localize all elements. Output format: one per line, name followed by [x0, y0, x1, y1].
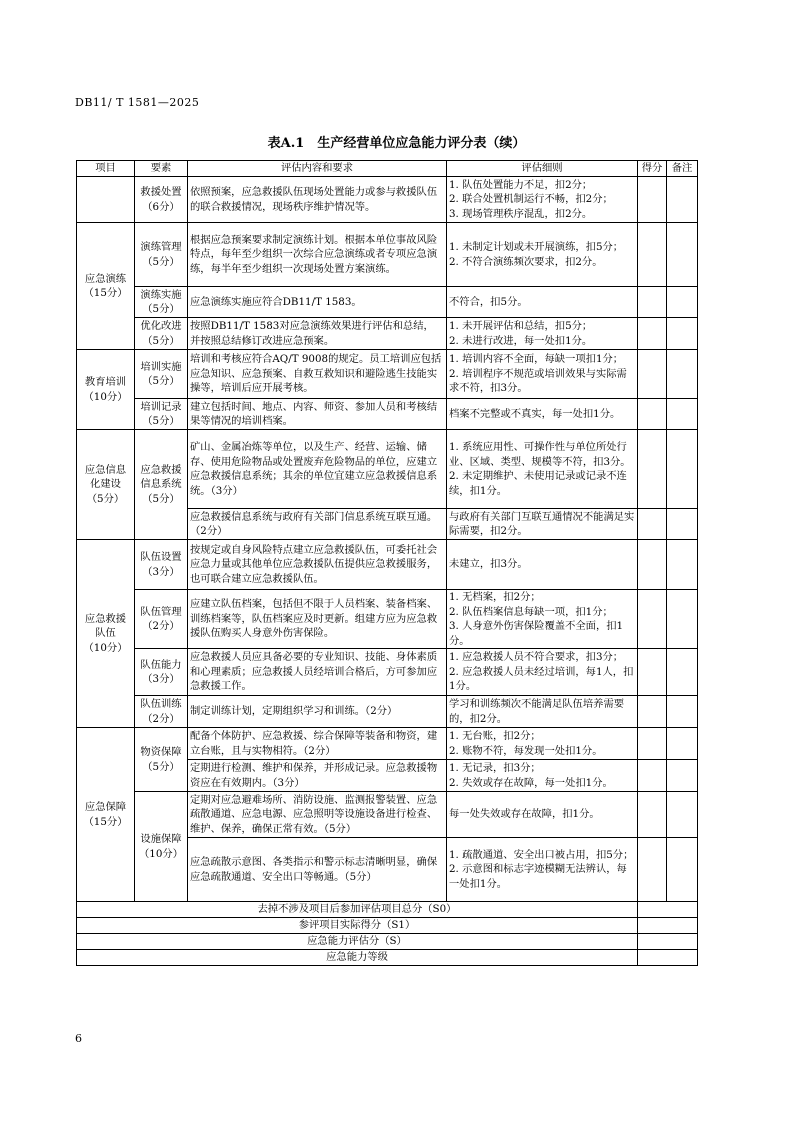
score-cell	[638, 399, 667, 430]
summary-value-s0	[638, 902, 698, 918]
remark-cell	[667, 350, 698, 399]
col-header-score: 得分	[638, 161, 667, 177]
summary-row-level	[77, 950, 698, 966]
table-row	[77, 350, 698, 399]
table-row	[77, 177, 698, 223]
element-cell: 优化改进 （5分）	[135, 318, 188, 350]
score-cell	[638, 223, 667, 287]
table-header-row	[77, 161, 698, 177]
content-cell: 按照DB11/T 1583对应急演练效果进行评估和总结，并按照总结修订改进应急预案。	[188, 318, 447, 350]
criteria-cell: 学习和训练频次不能满足队伍培养需要的，扣2分。	[447, 696, 638, 728]
table-row	[77, 649, 698, 696]
score-cell	[638, 696, 667, 728]
criteria-cell: 1. 疏散通道、安全出口被占用，扣5分； 2. 示意图和标志字迹模糊无法辨认，每一处扣1分。	[447, 838, 638, 902]
content-cell: 根据应急预案要求制定演练计划。根据本单位事故风险特点，每年至少组织一次综合应急演练或者专项应急演练，每半年至少组织一次现场处置方案演练。	[188, 223, 447, 287]
element-cell: 队伍管理 （2分）	[135, 590, 188, 649]
remark-cell	[667, 509, 698, 540]
summary-row-s0	[77, 902, 698, 918]
col-header-element: 要素	[135, 161, 188, 177]
criteria-cell: 每一处失效或存在故障，扣1分。	[447, 792, 638, 838]
criteria-cell: 1. 系统应用性、可操作性与单位所处行业、区域、类型、规模等不符，扣3分。 2. 未定期维护、未使用记录或记录不连续，扣1分。	[447, 430, 638, 509]
col-header-criteria: 评估细则	[447, 161, 638, 177]
element-cell: 队伍设置 （3分）	[135, 540, 188, 590]
element-cell: 培训实施 （5分）	[135, 350, 188, 399]
remark-cell	[667, 728, 698, 760]
criteria-cell: 不符合，扣5分。	[447, 287, 638, 318]
criteria-cell: 1. 未开展评估和总结，扣5分； 2. 未进行改进，每一处扣1分。	[447, 318, 638, 350]
criteria-cell: 未建立，扣3分。	[447, 540, 638, 590]
col-header-content: 评估内容和要求	[188, 161, 447, 177]
remark-cell	[667, 696, 698, 728]
element-cell: 队伍能力 （3分）	[135, 649, 188, 696]
content-cell: 应急演练实施应符合DB11/T 1583。	[188, 287, 447, 318]
score-cell	[638, 287, 667, 318]
summary-row-s	[77, 934, 698, 950]
content-cell: 应急疏散示意图、各类指示和警示标志清晰明显，确保应急疏散通道、安全出口等畅通。（5分）	[188, 838, 447, 902]
evaluation-table	[76, 160, 698, 966]
content-cell: 定期对应急避难场所、消防设施、监测报警装置、应急疏散通道、应急电源、应急照明等设施设备进行检查、维护、保养，确保正常有效。（5分）	[188, 792, 447, 838]
summary-label-s1: 参评项目实际得分（S1）	[77, 918, 638, 934]
remark-cell	[667, 590, 698, 649]
content-cell: 按规定或自身风险特点建立应急救援队伍，可委托社会应急力量或其他单位应急救援队伍提供应急救援服务，也可联合建立应急救援队伍。	[188, 540, 447, 590]
summary-value-level	[638, 950, 698, 966]
summary-label-level: 应急能力等级	[77, 950, 638, 966]
table-row	[77, 430, 698, 509]
summary-label-s: 应急能力评估分（S）	[77, 934, 638, 950]
score-cell	[638, 760, 667, 792]
summary-value-s1	[638, 918, 698, 934]
element-cell: 培训记录 （5分）	[135, 399, 188, 430]
remark-cell	[667, 177, 698, 223]
remark-cell	[667, 792, 698, 838]
element-cell: 演练管理 （5分）	[135, 223, 188, 287]
element-cell: 设施保障 （10分）	[135, 792, 188, 902]
remark-cell	[667, 318, 698, 350]
col-header-remark: 备注	[667, 161, 698, 177]
criteria-cell: 1. 无档案，扣2分； 2. 队伍档案信息每缺一项，扣1分； 3. 人身意外伤害保险覆盖不全面，扣1分。	[447, 590, 638, 649]
remark-cell	[667, 649, 698, 696]
content-cell: 培训和考核应符合AQ/T 9008的规定。员工培训应包括应急知识、应急预案、自救互救知识和避险逃生技能实操等，培训后应开展考核。	[188, 350, 447, 399]
score-cell	[638, 177, 667, 223]
criteria-cell: 1. 队伍处置能力不足，扣2分； 2. 联合处置机制运行不畅，扣2分； 3. 现场管理秩序混乱，扣2分。	[447, 177, 638, 223]
criteria-cell: 与政府有关部门互联互通情况不能满足实际需要，扣2分。	[447, 509, 638, 540]
summary-row-s1	[77, 918, 698, 934]
criteria-cell: 1. 无台账，扣2分； 2. 账物不符，每发现一处扣1分。	[447, 728, 638, 760]
table-row	[77, 287, 698, 318]
score-cell	[638, 350, 667, 399]
table-row	[77, 318, 698, 350]
table-row	[77, 399, 698, 430]
table-row	[77, 223, 698, 287]
score-cell	[638, 540, 667, 590]
content-cell: 建立包括时间、地点、内容、师资、参加人员和考核结果等情况的培训档案。	[188, 399, 447, 430]
element-cell: 队伍训练 （2分）	[135, 696, 188, 728]
criteria-cell: 1. 应急救援人员不符合要求，扣3分； 2. 应急救援人员未经过培训，每1人，扣1分。	[447, 649, 638, 696]
table-row	[77, 590, 698, 649]
item-cell-team: 应急救援 队伍 （10分）	[77, 540, 135, 728]
content-cell: 应急救援信息系统与政府有关部门信息系统互联互通。（2分）	[188, 509, 447, 540]
element-cell: 应急救援 信息系统 （5分）	[135, 430, 188, 540]
score-cell	[638, 838, 667, 902]
element-cell: 物资保障 （5分）	[135, 728, 188, 792]
criteria-cell: 1. 培训内容不全面，每缺一项扣1分； 2. 培训程序不规范或培训效果与实际需求不符，扣3分。	[447, 350, 638, 399]
remark-cell	[667, 399, 698, 430]
score-cell	[638, 509, 667, 540]
score-cell	[638, 728, 667, 760]
item-cell-training: 教育培训 （10分）	[77, 350, 135, 430]
item-cell-info: 应急信息 化建设 （5分）	[77, 430, 135, 540]
page-number: 6	[75, 1032, 82, 1045]
content-cell: 应急救援人员应具备必要的专业知识、技能、身体素质和心理素质；应急救援人员经培训合格后，方可参加应急救援工作。	[188, 649, 447, 696]
item-cell-support: 应急保障 （15分）	[77, 728, 135, 902]
table-row	[77, 696, 698, 728]
content-cell: 配备个体防护、应急救援、综合保障等装备和物资，建立台账，且与实物相符。（2分）	[188, 728, 447, 760]
score-cell	[638, 590, 667, 649]
summary-label-s0: 去掉不涉及项目后参加评估项目总分（S0）	[77, 902, 638, 918]
content-cell: 依照预案，应急救援队伍现场处置能力或参与救援队伍的联合救援情况，现场秩序维护情况等。	[188, 177, 447, 223]
table-row	[77, 792, 698, 838]
criteria-cell: 档案不完整或不真实，每一处扣1分。	[447, 399, 638, 430]
remark-cell	[667, 287, 698, 318]
remark-cell	[667, 540, 698, 590]
table-row	[77, 540, 698, 590]
score-cell	[638, 430, 667, 509]
element-cell: 救援处置 （6分）	[135, 177, 188, 223]
item-cell	[77, 177, 135, 223]
content-cell: 应建立队伍档案，包括但不限于人员档案、装备档案、训练档案等，队伍档案应及时更新。组建方应为应急救援队伍购买人身意外伤害保险。	[188, 590, 447, 649]
content-cell: 定期进行检测、维护和保养，并形成记录。应急救援物资应在有效期内。（3分）	[188, 760, 447, 792]
element-cell: 演练实施 （5分）	[135, 287, 188, 318]
criteria-cell: 1. 无记录，扣3分； 2. 失效或存在故障，每一处扣1分。	[447, 760, 638, 792]
remark-cell	[667, 223, 698, 287]
item-cell-drill: 应急演练 （15分）	[77, 223, 135, 350]
document-code: DB11/ T 1581—2025	[75, 96, 200, 109]
summary-value-s	[638, 934, 698, 950]
content-cell: 制定训练计划，定期组织学习和训练。（2分）	[188, 696, 447, 728]
table-title: 表A.1 生产经营单位应急能力评分表（续）	[267, 136, 526, 151]
remark-cell	[667, 838, 698, 902]
score-cell	[638, 649, 667, 696]
col-header-item: 项目	[77, 161, 135, 177]
table-row	[77, 728, 698, 760]
remark-cell	[667, 760, 698, 792]
score-cell	[638, 792, 667, 838]
remark-cell	[667, 430, 698, 509]
content-cell: 矿山、金属冶炼等单位，以及生产、经营、运输、储存、使用危险物品或处置废弃危险物品的单位，应建立应急救援信息系统；其余的单位宜建立应急救援信息系统。（3分）	[188, 430, 447, 509]
score-cell	[638, 318, 667, 350]
criteria-cell: 1. 未制定计划或未开展演练，扣5分； 2. 不符合演练频次要求，扣2分。	[447, 223, 638, 287]
